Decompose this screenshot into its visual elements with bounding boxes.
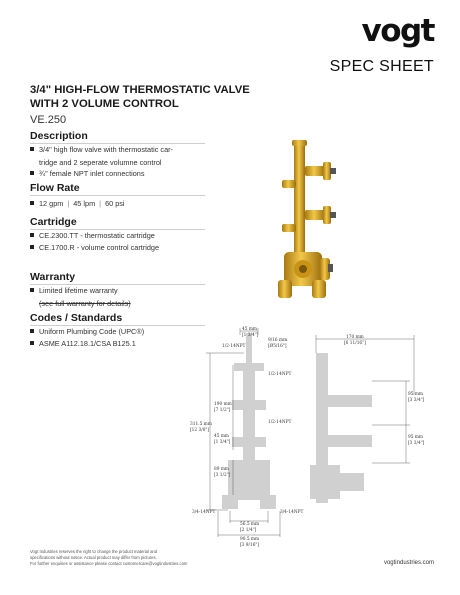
dim-311-inch: [12 3/8"]	[190, 428, 210, 433]
dim-45b-inch: [1 3/4"]	[214, 440, 231, 445]
dim-45-label: 45 mm	[242, 327, 257, 332]
dim-45-inch: [1 3/4"]	[242, 333, 259, 338]
codes-heading: Codes / Standards	[30, 312, 123, 324]
npt-top-label: 1/2-14NPT	[222, 344, 246, 349]
dim-170-inch: [6 11/16"]	[344, 341, 366, 346]
flow-psi: 60 psi	[105, 199, 125, 208]
cartridge-heading: Cartridge	[30, 216, 77, 228]
bullet-icon	[30, 147, 34, 151]
disclaimer: Vogt Industries reserves the right to change the product material and specifications without notice. Actual product may differ from pictures. For further enquiries or assistance please contact customercare@vogtindustries.com	[30, 549, 188, 566]
product-title	[30, 84, 280, 111]
dim-190-inch: [7 1/2"]	[214, 408, 231, 413]
flow-rate-heading: Flow Rate	[30, 182, 80, 194]
description-heading: Description	[30, 130, 88, 142]
dim-170-label: 170 mm	[346, 335, 364, 340]
bullet-icon	[30, 329, 34, 333]
bullet-icon	[30, 201, 34, 205]
warranty-item: Limited lifetime warranty (see full warranty for details)	[30, 285, 205, 310]
dim-56-inch: [2 1/4"]	[240, 528, 257, 533]
npt-right-bottom-label: 3/4-14NPT	[280, 510, 304, 515]
product-title-line-2: WITH 2 VOLUME CONTROL	[30, 97, 179, 110]
dim-45b-label: 45 mm	[214, 434, 229, 439]
dim-89-label: 89 mm	[214, 467, 229, 472]
dim-9-label: 9/16 mm	[268, 338, 288, 343]
bullet-icon	[30, 341, 34, 345]
dim-90-label: 90.5 mm	[240, 537, 260, 542]
codes-item: Uniform Plumbing Code (UPC®)	[30, 326, 205, 339]
product-title-line-1: 3/4" HIGH-FLOW THERMOSTATIC VALVE	[30, 84, 250, 96]
dim-311-label: 311.5 mm	[190, 422, 212, 427]
valve-product-image	[268, 140, 343, 310]
dim-56-label: 56.5 mm	[240, 522, 260, 527]
description-item: ¾" female NPT inlet connections	[30, 168, 205, 181]
dim-190-label: 190 mm	[214, 402, 232, 407]
bullet-icon	[30, 233, 34, 237]
flow-gpm: 12 gpm	[39, 199, 64, 208]
dim-89-inch: [3 1/2"]	[214, 473, 231, 478]
model-number: VE.250	[30, 114, 67, 126]
dim-90-inch: [3 9/16"]	[240, 543, 260, 548]
dim-95a-inch: [3 3/4"]	[408, 398, 425, 403]
description-item: 3/4" high flow valve with thermostatic car- tridge and 2 seperate volumne control	[30, 144, 205, 169]
bullet-icon	[30, 245, 34, 249]
flow-rate-values: 12 gpm | 45 lpm | 60 psi	[30, 199, 205, 208]
dim-95b-label: 95 mm	[408, 435, 423, 440]
spec-sheet-label: SPEC SHEET	[329, 58, 434, 75]
npt-left-bottom-label: 3/4-14NPT	[192, 510, 216, 515]
npt-mid1-label: 1/2-14NPT	[268, 372, 292, 377]
flow-rate-divider	[30, 195, 205, 196]
flow-lpm: 45 lpm	[73, 199, 96, 208]
warranty-heading: Warranty	[30, 271, 76, 283]
technical-drawing	[188, 325, 438, 550]
bullet-icon	[30, 288, 34, 292]
codes-item: ASME A112.18.1/CSA B125.1	[30, 338, 205, 351]
side-view	[310, 353, 372, 503]
dim-95a-label: 95 mm	[408, 392, 423, 397]
cartridge-item: CE.2300.TT - thermostatic cartridge	[30, 230, 205, 243]
dim-9-inch: [Ø5/16"]	[268, 344, 287, 349]
website-link[interactable]: vogtindustries.com	[383, 560, 434, 566]
vogt-logo: vogt	[361, 13, 434, 49]
dim-95b-inch: [3 3/4"]	[408, 441, 425, 446]
npt-mid2-label: 1/2-14NPT	[268, 420, 292, 425]
cartridge-item: CE.1700.R - volume control cartridge	[30, 242, 205, 255]
bullet-icon	[30, 171, 34, 175]
